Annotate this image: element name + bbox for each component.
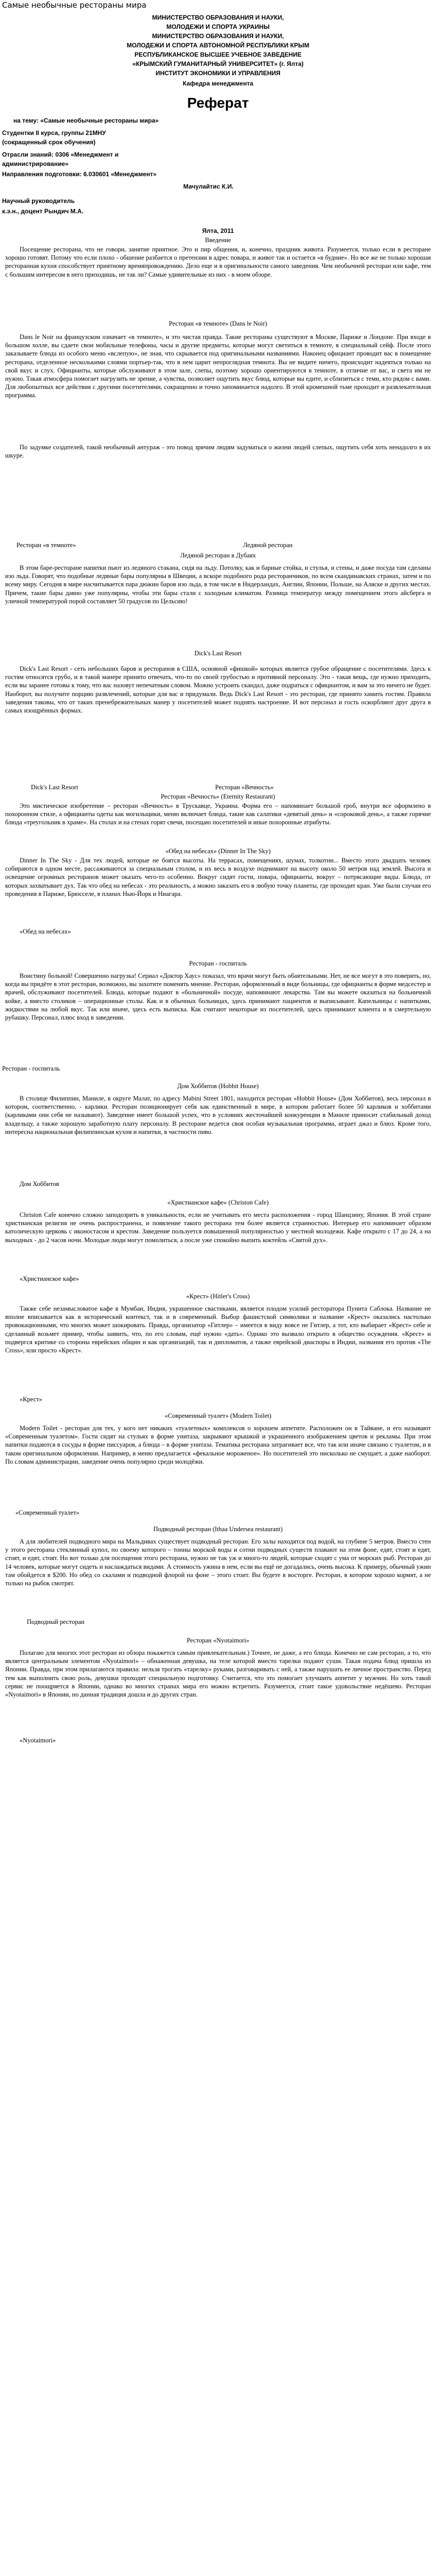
intro-heading: Введение — [205, 236, 231, 244]
section-paragraph-ice: В этом баре-ресторане напитки пьют из ледяного стакана, сидя на льду. Потолку, как и барные стойка, и стулья, и стены, и даже посуда там сделаны изо льда. Говорят, что подобные ледяные бары популярны в Швеции, а вскоре подобного рода ресторанчиков, по всем скандинавских странах, затем и по всему миру. Сегодня в мире насчитывается пара дюжин баров изо льда, в том числе в Нидерландах, Англии, Японии, Польше, на Аляске и других местах. Причем, такие бары давно уже популярны, чтобы эти бары стали с холодным климатом. Разница температур между помещением этого айсберга и уличной температурой порой составляет 50 градусов по Цельсию! — [5, 564, 431, 605]
section-caption-dicks: Dick's Last Resort — [194, 650, 242, 657]
section-paragraph-dark-2: По задумке создателей, такой необычный антураж - это повод зрячим людям задуматься о жизни людей слепых, ощутить себя хоть ненадолго в их шкуре. — [5, 444, 431, 460]
topic-line: на тему: «Самые необычные рестораны мира» — [13, 117, 159, 124]
section-paragraph-dark: Dans le Noir на французском означает «в темноте», и это чистая правда. Такие рестораны существуют в Москве, Париже и Лондоне. При входе в большом холле, вы сдаете свои мобильные телефоны, часы и другие предметы, которые могут светиться в темноте, в специальный сейф. После этого заказываете блюда из особого меню «вслепую», не зная, что скрывается под оригинальными названиями. Наконец официант проводит вас в помещение ресторана, отделенное несколькими слоями портьер-так, что в нем царит непроглядная темнота. Вы не видите ничего, происходит надеяться только на свой вкус и слух. Официанты, которые обслуживают в этом зале, слепы, поэтому хорошо ориентируются в темноте, в отличие от вас, и света им не нужно. Такая атмосфера помогает нагрузить не зрение, а чувства, позволяет ощутить вкус блюд, которые вы едите, и сблизиться с теми, кто рядом с вами. Для любопытных все действия с другими посетителями, сокращенно и точно запоминается надолго. В этой кромешной тьме проходит и развлекательная программа. — [5, 333, 431, 399]
section-paragraph-undersea: А для любителей подводного мира на Мальдивах существует подводный ресторан. Его залы находятся под водой, на глубине 5 метров. Вместо стен у этого ресторана стеклянный купол, по своему которого – тонны морской воды и сотни подводных существ плавают на этом фоне, едят, стоят и едят, стоят, и едят, стоят. Но вот только для посещения этого ресторана, нужно не так уж и много-то людей, которые сходят с ума от морских рыб. Ресторан до 14 человек, которые могут сидеть и наслаждаться видами. А стоимость ужина в нем, если вы ещё не догадались, очень высока. К примеру, обычный ужин там обойдется в $200. Но обед со скалами и подводной флорой на фоне – этого стоит. Вы будете в восторге. Ресторан, в котором хорошо кормят, а не только на рыбок смотрят. — [5, 1538, 431, 1587]
section-paragraph-dicks: Dick's Last Resort - сеть небольших баров и ресторанов в США, основной «фишкой» которых является грубое обращение с посетителями. Здесь к гостям относятся грубо, и в такой манере принято отвечать, что-то по своей грубостью и противной персоналу. Это - такая вещь, где нужно приходить, если вы заранее готовы к тому, что вас назовут непечатным словом. Можно устроить скандал, даже подраться с официантом, и вам за это ничего не будет. Наоборот, вы получите порцию развлечений, которые для вас и придумали. Ведь Dick's Last Resort - это ресторан, где принято хамить гостям. Правила заведения таковы, что от таких пренебрежительных манер у посетителей может поднять настроение. И вот персонал и гость оскорбляют друг друга в самых изощрённых формах. — [5, 665, 431, 715]
photo-caption-hospital: Ресторан - госпиталь — [2, 1065, 60, 1072]
photo-caption-ice: Ледяной ресторан — [243, 541, 293, 549]
photo-caption-dicks: Dick's Last Resort — [31, 784, 78, 791]
author-name: Мачулайтис К.И. — [183, 183, 234, 190]
section-caption-dark: Ресторан «в темноте» (Dans le Noir) — [169, 320, 267, 327]
section-caption-christon: «Христианское кафе» (Christon Cafe) — [167, 1199, 269, 1206]
institute-line: ИНСТИТУТ ЭКОНОМИКИ И УПРАВЛЕНИЯ — [155, 70, 281, 77]
section-caption-toilet: «Современный туалет» (Modern Toilet) — [164, 1412, 272, 1419]
section-paragraph-eternity: Это мистическое изобретение – ресторан «Вечность» в Трускавце, Украина. Форма его – напоминает большой гроб, внутри все оформлено в похоронном стиле, а официанты одеты как могильщики, меню включает блюда, такие как салатики «девятый день» и «сороковой день», а также горячие блюда «треугольник в храме». На столах и на стенах горят свечи, посещаю посетителей и иные похоронные атрибуты. — [5, 802, 431, 826]
institution-line-1: РЕСПУБЛИКАНСКОЕ ВЫСШЕЕ УЧЕБНОЕ ЗАВЕДЕНИЕ — [134, 51, 302, 58]
photo-caption-nyotaimori: «Nyotaimori» — [20, 1737, 56, 1744]
section-paragraph-sky: Dinner In The Sky - Для тех людей, которые не боятся высоты. На террасах, помещениях, шумах, толкотни... Вместо этого двадцать человек собираются в одном месте, рассаживаются за специальным столом, и их весь в воздухе поднимают на высоту около 50 метров над землей. Высота и освещение огромных ресторанов может оказать чего-то особенно. Вокруг сидят гости, повара, официанты, вокруг – потрясающие виды. Блюда, от которых захватывает дух. Так что обед на небесах - это реальность, а можно заказать его в любую точку планеты, где проходит кран. Уже были случаи его проведения в Париже, Брюсселе, в планах Нью-Йорк и Ниагара. — [5, 857, 431, 897]
section-caption-nyotaimori: Ресторан «Nyotaimori» — [186, 1637, 250, 1644]
photo-caption-hobbit: Дом Хоббитов — [20, 1180, 59, 1188]
field-line-2: администрирование» — [2, 160, 68, 167]
city-year: Ялта, 2011 — [202, 227, 234, 234]
field-line: Отрасли знаний: 0306 «Менеджмент и — [2, 151, 119, 158]
department-line: Кафедра менеджмента — [182, 80, 254, 87]
ministry-line-1: МИНИСТЕРСТВО ОБРАЗОВАНИЯ И НАУКИ, — [152, 14, 284, 21]
section-paragraph-toilet: Modern Toilet - ресторан для тех, у кого нет никаких «туалетных» комплексов о хорошем аппетите. Расположен он в Тайване, и его называют «Современным туалетом». Гости сидят на стульях в форме унитаза, закрывают крышкой и украшенного изображением цветов и рекламы. При этом напитки подаются в сосуды в форме писсуаров, а блюда – в форме унитаза. Тематика ресторана затрагивает все, что так или иначе связано с туалетом, и в таком оригинальном оформлении. Например, в меню предлагается «фекальное мороженое». Но посетителей это нисколько не смущает, а даже наоборот. По словам администрации, заведение очень популярно среди молодёжи. — [5, 1425, 431, 1465]
section-caption-hospital: Ресторан - госпиталь — [189, 960, 247, 967]
section-caption-cross: «Крест» (Hitler's Cross) — [186, 1293, 250, 1300]
section-caption-hobbit: Дом Хоббитов (Hobbit House) — [177, 1082, 259, 1090]
supervisor-name: к.э.н., доцент Рындич М.А. — [2, 208, 84, 215]
study-form-line: (сокращенный срок обучения) — [2, 139, 96, 146]
photo-caption-christon: «Христианское кафе» — [20, 1275, 79, 1282]
ministry-line-4: МОЛОДЕЖИ И СПОРТА АВТОНОМНОЙ РЕСПУБЛИКИ КРЫМ — [127, 42, 309, 49]
photo-caption-cross: «Крест» — [20, 1396, 42, 1403]
section-paragraph-hospital: Воистину больной! Совершенно нагрузка! Сериал «Доктор Хаус» показал, что врачи могут быть обаятельными. Нет, не все могут в это поверить, но, когда вы придёте в этот ресторан, возможно, вы захотите поменять мнение. Ресторан, оформленный в виде больницы, где официанты в форме медсестер и врачей, обслуживают посетителей. Блюда, которые подают в «больничной» посуде, напоминают лекарства. Там вы можете оказаться на больничной койке, а вместо столиков – операционные столы. Как и в обычных больницах, здесь принимают пациентов и выписывают. Капельницы с напитками, жидкостями на любой вкус. Так или иначе, здесь есть выписка. Как считают некоторые из посетителей, здесь принимают клиента и в смертельную рубашку. Персонал, плюс вход в заведении. — [5, 972, 431, 1022]
report-title: Реферат — [187, 95, 249, 111]
photo-caption-toilet: «Современный туалет» — [15, 1509, 80, 1516]
ministry-line-2: МОЛОДЕЖИ И СПОРТА УКРАИНЫ — [166, 23, 270, 30]
document-title: Самые необычные рестораны мира — [2, 1, 147, 10]
section-caption-ice: Ледяной ресторан в Дубаях — [180, 552, 256, 559]
photo-caption-eternity: Ресторан «Вечность» — [215, 784, 274, 791]
section-paragraph-hobbit: В столице Филиппин, Маниле, в округе Малат, по адресу Mabini Street 1801, находится ресторан «Hobbit House» (Дом Хоббитов), весь персонал в котором, соответственно, - карлики. Ресторан позиционирует себя как единственный в мире, в котором работает более 50 карликов и хоббитами (карликами они себя не называют). Заведение имеет большой успех, что в условиях жесточайшей конкуренции в Маниле приносит стабильный доход владельцу, а также хорошую заработную плату персоналу. В ресторане ведется своя особая музыкальная программа, играет джаз и блюз. Кроме того, интересна национальная филиппинская кухня и напитки, в частности пиво. — [5, 1095, 431, 1136]
section-caption-undersea: Подводный ресторан (Ithaa Undersea restaurant) — [153, 1526, 283, 1533]
section-paragraph-nyotaimori: Полагаю для многих этот ресторан из обзора покажется самым привлекательным.) Точнее, не даже, а его блюда. Конечно не сам ресторан, а то, что является центральным элементом «Nyotaimori» – обнаженная девушка, на теле которой вместо тарелки подают суши. Такая подача блюд пришла из Японии. Правда, при этом прилагаются правила: нельзя трогать «тарелку» руками, разговаривать с ней, а также нарушать ее личное пространство. Перед тем как выполнить свою роль, девушки проходят специальную подготовку. Считается, что это помогает улучшить аппетит у мужчин. Но хоть такой сервис не поощряется в Японии, однако во многих странах мира его можно встретить. Разумеется, стоит такое удовольствие недёшево. Ресторан «Nyotaimori» в Японии, но данная традиция дошла и до других стран. — [5, 1649, 431, 1699]
supervisor-label: Научный руководитель — [2, 197, 75, 205]
section-caption-sky: «Обед на небесах» (Dinner In The Sky) — [165, 848, 271, 855]
institution-line-2: «КРЫМСКИЙ ГУМАНИТАРНЫЙ УНИВЕРСИТЕТ» (г. Ялта) — [132, 60, 304, 67]
student-line: Студентки II курса, группы 21МНУ — [2, 129, 106, 137]
section-caption-eternity: Ресторан «Вечность» (Eternity Restaurant) — [161, 793, 275, 800]
section-paragraph-christon: Christon Cafe конечно сложно заподозрить в уникальности, если не учитывать его места расположения - город Шанцзину, Япония. В этой стране христианская религия не очень распространена, и появление такого ресторана тем более является странностью. Интерьер его напоминает образом католическую церковь с иконостасом и крестом. Заведение пользуется повышенной популярностью у местной молодежи. Кафе открыто с 17 до 24, а на выходных - до 2 часов ночи. Молодые люди могут помолиться, а после уже спокойно выпить коктейль «Святой дух». — [5, 1211, 431, 1244]
intro-paragraph: Посещение ресторана, что не говори, занятие приятное. Это и пир общения, и, конечно, праздник живота. Разумеется, только если в ресторане хорошо готовят. Потому что если плохо - обшение разбается о претензии в адрес повара, и живот так и остается «в будние». Но все же не только хорошая ресторанная кухня способствует приятному времяпровождению. Дело еще и в оригинальности самого заведения. Чем необычней ресторан или кафе, тем с большим интересом в него приходишь, не так ли? Самые удивительные из них - в моем обзоре. — [5, 246, 431, 278]
photo-caption-sky: «Обед на небесах» — [20, 928, 71, 935]
section-paragraph-cross: Также себе незамысловатое кафе в Мумбаи, Индия, украшенное свастиками, является плодом усилий ресторатора Пунита Саблока. Название не вполне вписывается как в исторический контекст, так и в современный. Выбор фашистской символики и название «Крест» оказались настолько провокационными, что многих может шокировать. Правда, организатор «Гитлер» – имеется в виду вовсе не Гитлер, а тот, кто выбирает «Крест» себе и сделанный возьмет пример, чтобы заявить, что, по его словам, ещё нужно «дать». Однако это вызвало открыто в общество осуждения. «Крест» и подвергся критике со стороны еврейских общин и как организаций, так и дипломатов, а также еврейской диаспоры в Индии, названия его против «The Cross», или просто «Крест». — [5, 1305, 431, 1354]
ministry-line-3: МИНИСТЕРСТВО ОБРАЗОВАНИЯ И НАУКИ, — [152, 32, 284, 40]
direction-line: Направления подготовки: 6.030601 «Менеджмент» — [2, 171, 157, 178]
photo-caption-dark: Ресторан «в темноте» — [16, 541, 76, 549]
photo-caption-undersea: Подводный ресторан — [27, 1618, 84, 1625]
